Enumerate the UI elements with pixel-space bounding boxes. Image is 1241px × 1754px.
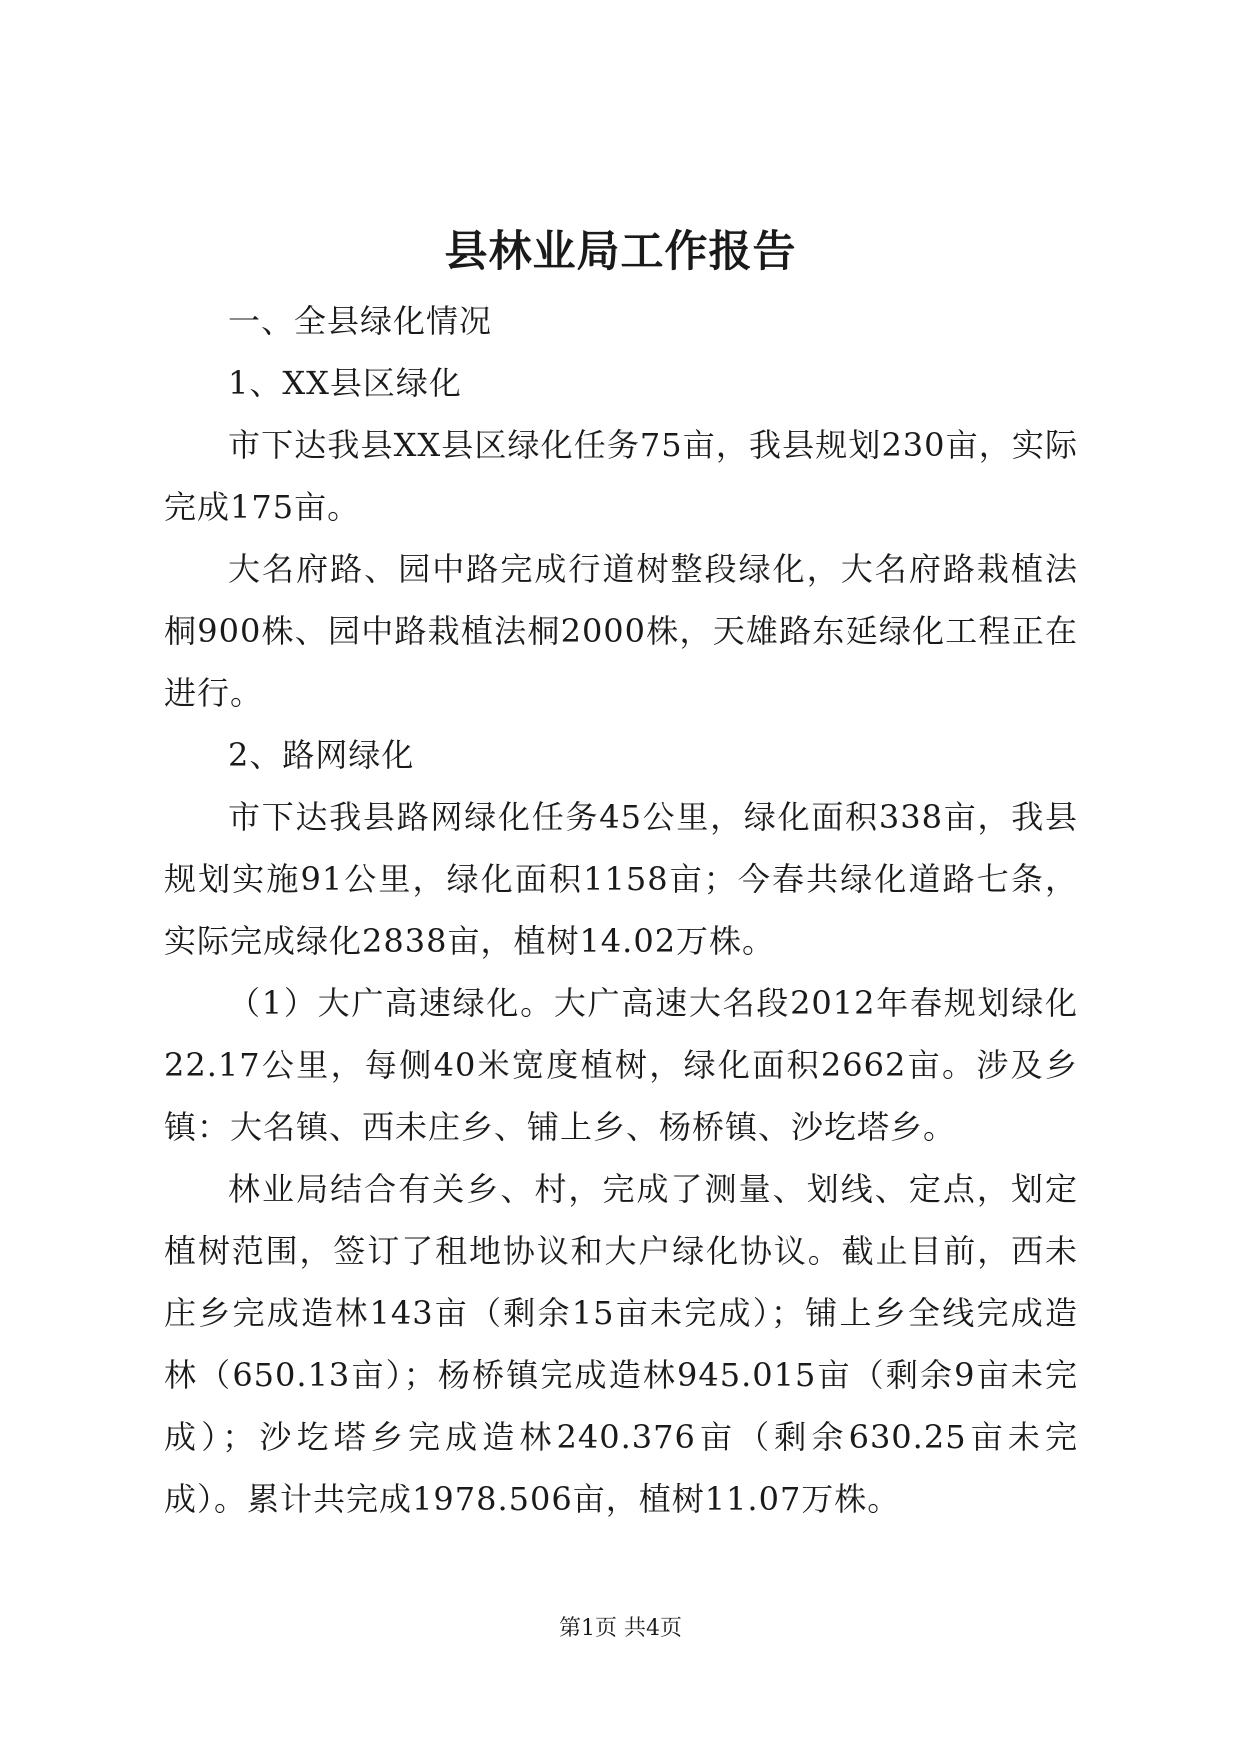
paragraph: 市下达我县XX县区绿化任务75亩，我县规划230亩，实际完成175亩。 — [164, 426, 1078, 526]
page-footer: 第1页 共4页 — [559, 1616, 682, 1641]
paragraph: （1）大广高速绿化。大广高速大名段2012年春规划绿化22.17公里，每侧40米宽度植树，绿化面积2662亩。涉及乡镇：大名镇、西未庄乡、铺上乡、杨桥镇、沙圪塔乡。 — [164, 984, 1078, 1146]
paragraph: 大名府路、园中路完成行道树整段绿化，大名府路栽植法桐900株、园中路栽植法桐2000株，天雄路东延绿化工程正在进行。 — [164, 550, 1078, 712]
subsection-heading: 1、XX县区绿化 — [228, 364, 462, 402]
subsection-heading: 2、路网绿化 — [228, 736, 415, 774]
paragraph: 市下达我县路网绿化任务45公里，绿化面积338亩，我县规划实施91公里，绿化面积1158亩；今春共绿化道路七条，实际完成绿化2838亩，植树14.02万株。 — [164, 798, 1078, 960]
document-body — [164, 290, 1078, 1530]
document-title: 县林业局工作报告 — [444, 227, 797, 277]
section-heading: 一、全县绿化情况 — [228, 302, 493, 340]
paragraph: 林业局结合有关乡、村，完成了测量、划线、定点，划定植树范围，签订了租地协议和大户绿化协议。截止目前，西未庄乡完成造林143亩（剩余15亩未完成）；铺上乡全线完成造林（650.13亩）；杨桥镇完成造林945.015亩（剩余9亩未完成）；沙圪塔乡完成造林240.376亩（剩余630.25亩未完成）。累计共完成1978.506亩，植树11.07万株。 — [164, 1170, 1078, 1518]
